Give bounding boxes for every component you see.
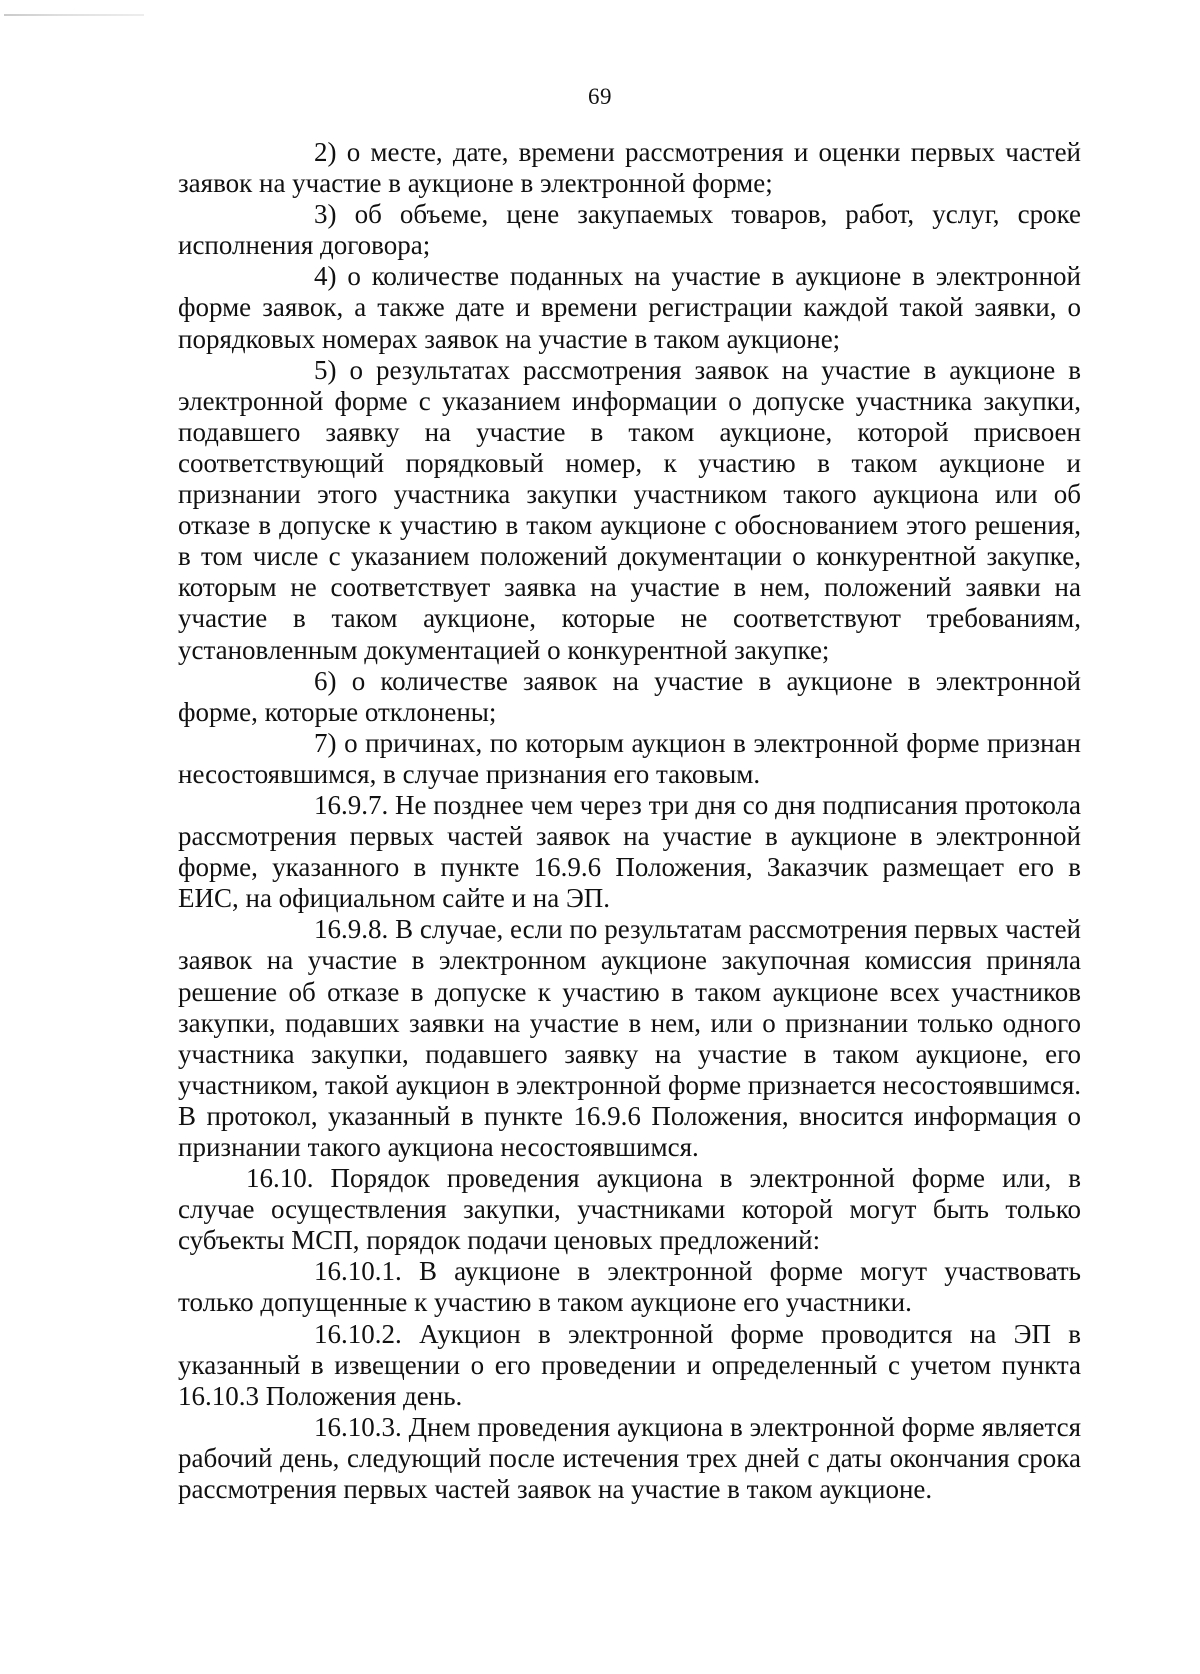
list-item bbox=[178, 666, 1081, 728]
list-item-text: о причинах, по которым аукцион в электронной форме признан несостоявшимся, в случае признания его таковым. bbox=[178, 727, 1081, 789]
list-item-text: о количестве заявок на участие в аукционе в электронной форме, которые отклонены; bbox=[178, 665, 1081, 727]
list-item bbox=[178, 261, 1081, 354]
scan-artifact-line bbox=[4, 14, 144, 16]
clause-paragraph bbox=[178, 1256, 1081, 1318]
list-item bbox=[178, 728, 1081, 790]
clause-text: Порядок проведения аукциона в электронной форме или, в случае осуществления закупки, участниками которой могут быть только субъекты МСП, порядок подачи ценовых предложений: bbox=[178, 1163, 1081, 1256]
list-marker: 6) bbox=[314, 665, 337, 696]
clause-number: 16.10.1. bbox=[314, 1256, 402, 1287]
list-item bbox=[178, 355, 1081, 666]
clause-text: Днем проведения аукциона в электронной форме является рабочий день, следующий после истечения трех дней с даты окончания срока рассмотрения первых частей заявок на участие в таком аукционе. bbox=[178, 1411, 1081, 1505]
clause-number: 16.9.7. bbox=[314, 789, 389, 820]
list-marker: 3) bbox=[314, 199, 337, 230]
clause-number: 16.10. bbox=[246, 1163, 314, 1194]
list-item-text: о количестве поданных на участие в аукционе в электронной форме заявок, а также дате и времени регистрации каждой такой заявки, о порядковых номерах заявок на участие в таком аукционе; bbox=[178, 261, 1081, 354]
list-marker: 7) bbox=[314, 727, 337, 758]
page-number: 69 bbox=[588, 84, 612, 109]
list-item-text: о результатах рассмотрения заявок на участие в аукционе в электронной форме с указанием информации о допуске участника закупки, подавшего заявку на участие в таком аукционе, которой присвоен соответствующий порядковый номер, к участию в таком аукционе и признании этого участника закупки участником такого аукциона или об отказе в допуске к участию в таком аукционе с обоснованием этого решения, в том числе с указанием положений документации о конкурентной закупке, которым не соответствует заявка на участие в нем, положений заявки на участие в таком аукционе, которые не соответствуют требованиям, установленным документацией о конкурентной закупке; bbox=[178, 354, 1081, 665]
clause-paragraph bbox=[178, 1412, 1081, 1505]
clause-number: 16.9.8. bbox=[314, 914, 389, 945]
list-marker: 4) bbox=[314, 261, 337, 292]
list-item-text: о месте, дате, времени рассмотрения и оценки первых частей заявок на участие в аукционе в электронной форме; bbox=[178, 137, 1081, 199]
list-item bbox=[178, 199, 1081, 261]
clause-paragraph bbox=[178, 790, 1081, 914]
clause-paragraph bbox=[178, 914, 1081, 1163]
list-marker: 2) bbox=[314, 137, 337, 167]
clause-number: 16.10.2. bbox=[314, 1318, 402, 1349]
clause-text: В аукционе в электронной форме могут участвовать только допущенные к участию в таком аукционе его участники. bbox=[178, 1256, 1081, 1318]
list-item-text: об объеме, цене закупаемых товаров, работ, услуг, сроке исполнения договора; bbox=[178, 199, 1081, 261]
document-body bbox=[178, 137, 1081, 1505]
clause-paragraph bbox=[178, 1319, 1081, 1412]
list-marker: 5) bbox=[314, 354, 337, 385]
clause-text: Аукцион в электронной форме проводится на ЭП в указанный в извещении о его проведении и определенный с учетом пункта 16.10.3 Положения день. bbox=[178, 1318, 1082, 1411]
clause-number: 16.10.3. bbox=[314, 1411, 402, 1442]
clause-paragraph bbox=[178, 1163, 1081, 1256]
list-item bbox=[178, 137, 1081, 199]
clause-text: В случае, если по результатам рассмотрения первых частей заявок на участие в электронном аукционе закупочная комиссия приняла решение об отказе в допуске к участию в таком аукционе всех участников закупки, подавших заявки на участие в нем, или о признании только одного участника закупки, подавшего заявку на участие в таком аукционе, его участником, такой аукцион в электронной форме признается несостоявшимся. В протокол, указанный в пункте 16.9.6 Положения, вносится информация о признании такого аукциона несостоявшимся. bbox=[178, 914, 1082, 1162]
clause-text: Не позднее чем через три дня со дня подписания протокола рассмотрения первых частей заявок на участие в аукционе в электронной форме, указанного в пункте 16.9.6 Положения, Заказчик размещает его в ЕИС, на официальном сайте и на ЭП. bbox=[178, 789, 1081, 914]
